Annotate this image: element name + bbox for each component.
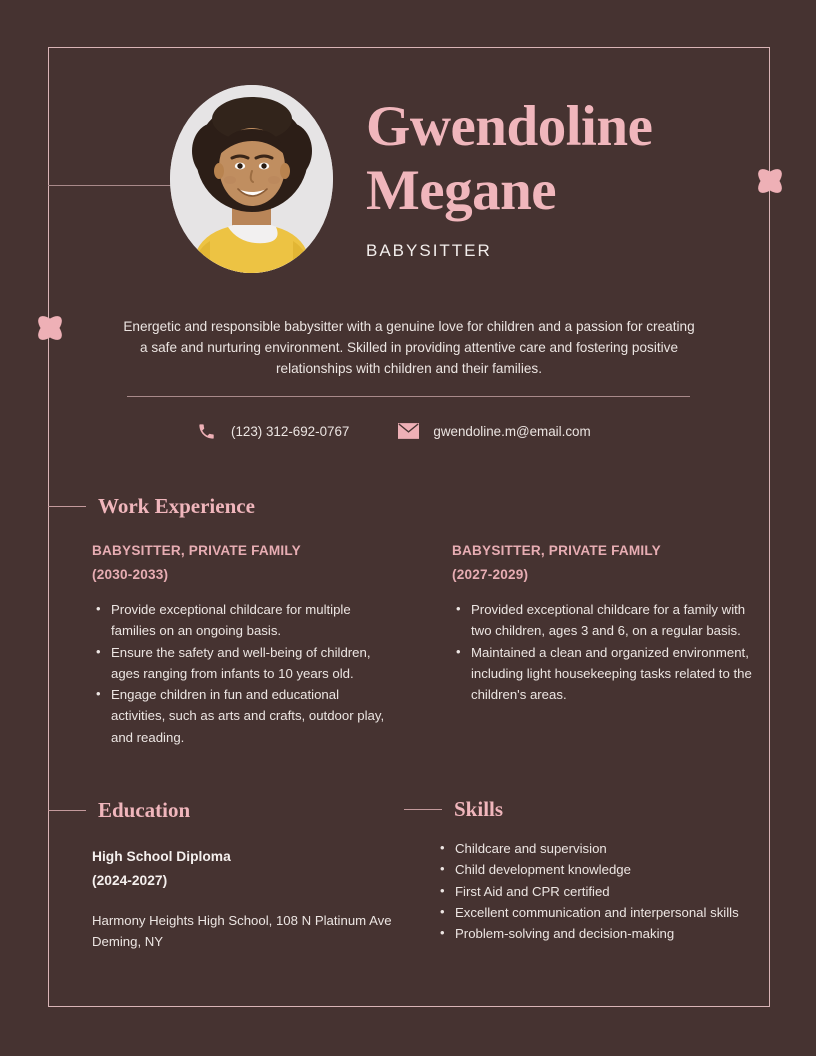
list-item: • First Aid and CPR certified (455, 881, 746, 902)
job-role-subtitle: BABYSITTER (366, 241, 492, 260)
list-item: • Problem-solving and decision-making (455, 923, 746, 944)
summary-divider (127, 396, 690, 397)
education-school-address: Harmony Heights High School, 108 N Platinum Ave Deming, NY (92, 913, 392, 949)
heading-dash (48, 810, 86, 811)
page-title-line1: Gwendoline (366, 95, 653, 158)
section-title-text: Education (98, 798, 191, 822)
section-heading-work-experience (48, 494, 255, 519)
experience-entry (92, 539, 392, 748)
list-item: • Engage children in fun and educational activities, such as arts and crafts, outdoor play, and reading. (111, 684, 392, 748)
heading-dash (48, 506, 86, 507)
heading-dash (404, 809, 442, 810)
job-title: BABYSITTER, PRIVATE FAMILY (92, 543, 301, 558)
experience-entry (452, 539, 752, 705)
profile-summary: Energetic and responsible babysitter with a genuine love for children and a passion for creating a safe and nurturing environment. Skilled in providing attentive care and fostering positive relationships with children and their families. (123, 319, 695, 376)
section-heading-education (48, 798, 190, 823)
job-dates: (2027-2029) (452, 567, 529, 582)
list-item: • Provided exceptional childcare for a family with two children, ages 3 and 6, on a regular basis. (471, 599, 752, 642)
education-entry (92, 845, 397, 952)
contact-phone[interactable] (195, 420, 349, 442)
section-title-text: Work Experience (98, 494, 255, 518)
job-bullet-list (452, 599, 752, 705)
avatar (170, 85, 333, 273)
envelope-icon (397, 420, 419, 442)
education-degree: High School Diploma (92, 849, 231, 864)
contact-bar (195, 420, 625, 442)
job-dates: (2030-2033) (92, 567, 169, 582)
list-item: • Ensure the safety and well-being of children, ages ranging from infants to 10 years old. (111, 642, 392, 685)
contact-email[interactable] (397, 420, 590, 442)
list-item: • Maintained a clean and organized environment, including light housekeeping tasks related to the children's areas. (471, 642, 752, 706)
skills-list-block (436, 838, 746, 944)
job-title: BABYSITTER, PRIVATE FAMILY (452, 543, 661, 558)
list-item: • Child development knowledge (455, 859, 746, 880)
list-item: • Provide exceptional childcare for multiple families on an ongoing basis. (111, 599, 392, 642)
phone-number-text: (123) 312-692-0767 (231, 423, 350, 439)
list-item: • Childcare and supervision (455, 838, 746, 859)
header-text-block (366, 95, 766, 261)
list-item: • Excellent communication and interpersonal skills (455, 902, 746, 923)
education-dates: (2024-2027) (92, 873, 168, 888)
job-bullet-list (92, 599, 392, 748)
email-address-text: gwendoline.m@email.com (433, 423, 591, 439)
section-heading-skills (404, 797, 503, 822)
page-title-line2: Megane (366, 159, 557, 222)
phone-icon (195, 420, 217, 442)
flower-icon (744, 155, 796, 207)
frame-connector-line (48, 185, 179, 186)
flower-icon (24, 302, 76, 354)
skills-bullet-list (436, 838, 746, 944)
section-title-text: Skills (454, 797, 504, 821)
